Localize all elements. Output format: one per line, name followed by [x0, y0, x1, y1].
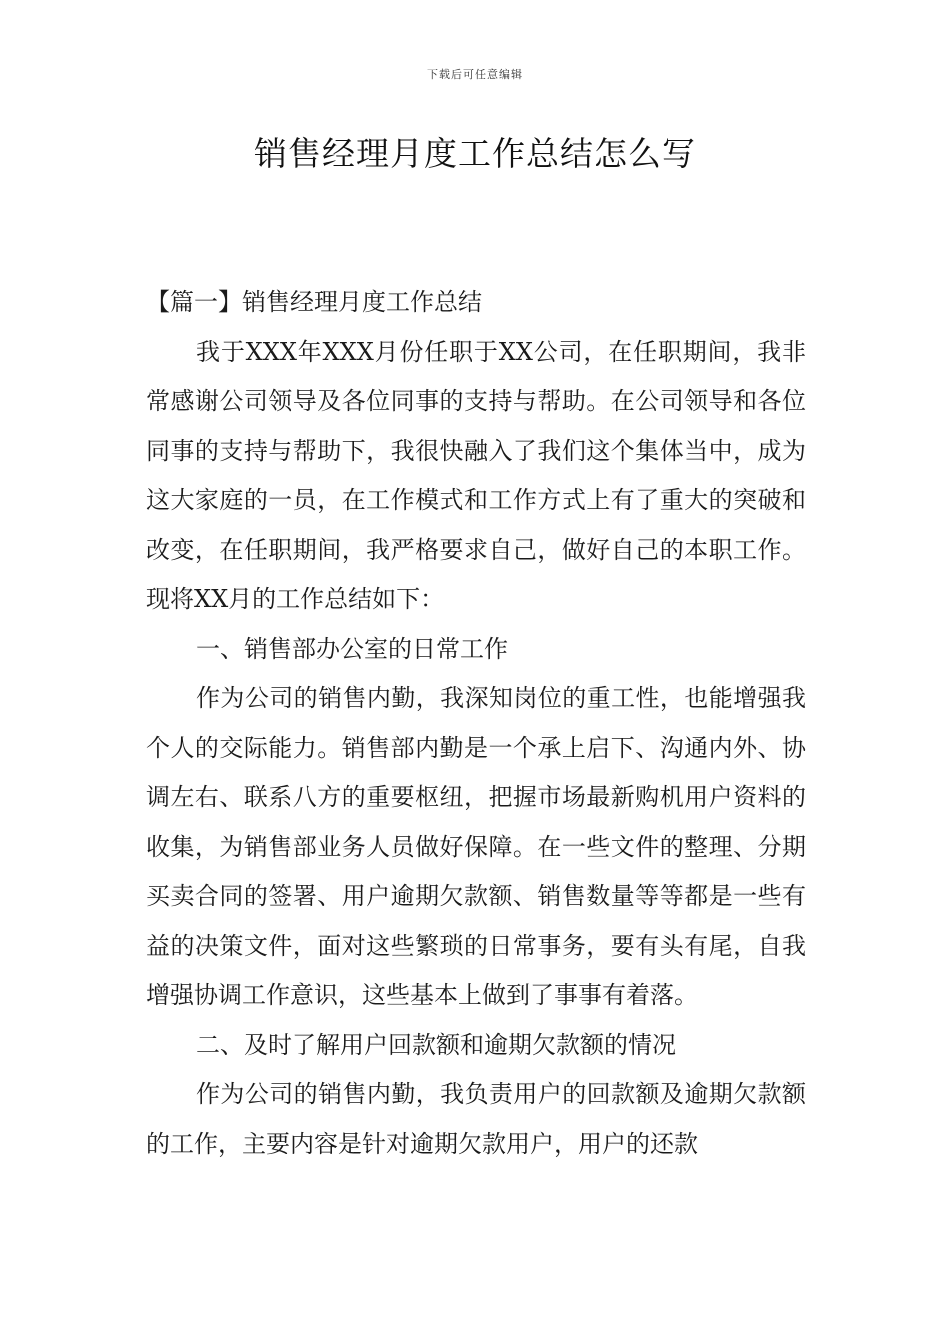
- paragraph-daily-work: 作为公司的销售内勤，我深知岗位的重工性，也能增强我个人的交际能力。销售部内勤是一个承上启下、沟通内外、协调左右、联系八方的重要枢纽，把握市场最新购机用户资料的收集，为销售部业务人员做好保障。在一些文件的整理、分期买卖合同的签署、用户逾期欠款额、销售数量等等都是一些有益的决策文件，面对这些繁琐的日常事务，要有头有尾，自我增强协调工作意识，这些基本上做到了事事有着落。: [146, 684, 806, 1009]
- document-title: 销售经理月度工作总结怎么写: [254, 134, 696, 173]
- paragraph-payment-status: 作为公司的销售内勤，我负责用户的回款额及逾期欠款额的工作，主要内容是针对逾期欠款用户，用户的还款: [146, 1080, 806, 1158]
- subheading-daily-work: 一、销售部办公室的日常工作: [196, 634, 508, 663]
- paragraph-intro: 我于XXX年XXX月份任职于XX公司，在任职期间，我非常感谢公司领导及各位同事的支持与帮助。在公司领导和各位同事的支持与帮助下，我很快融入了我们这个集体当中，成为这大家庭的一员，在工作模式和工作方式上有了重大的突破和改变，在任职期间，我严格要求自己，做好自己的本职工作。现将XX月的工作总结如下：: [146, 337, 806, 613]
- document-body: [146, 278, 806, 1169]
- subheading-payment-status: 二、及时了解用户回款额和逾期欠款额的情况: [196, 1030, 676, 1059]
- section-heading: 【篇一】销售经理月度工作总结: [146, 288, 482, 316]
- header-note: 下载后可任意编辑: [427, 68, 523, 81]
